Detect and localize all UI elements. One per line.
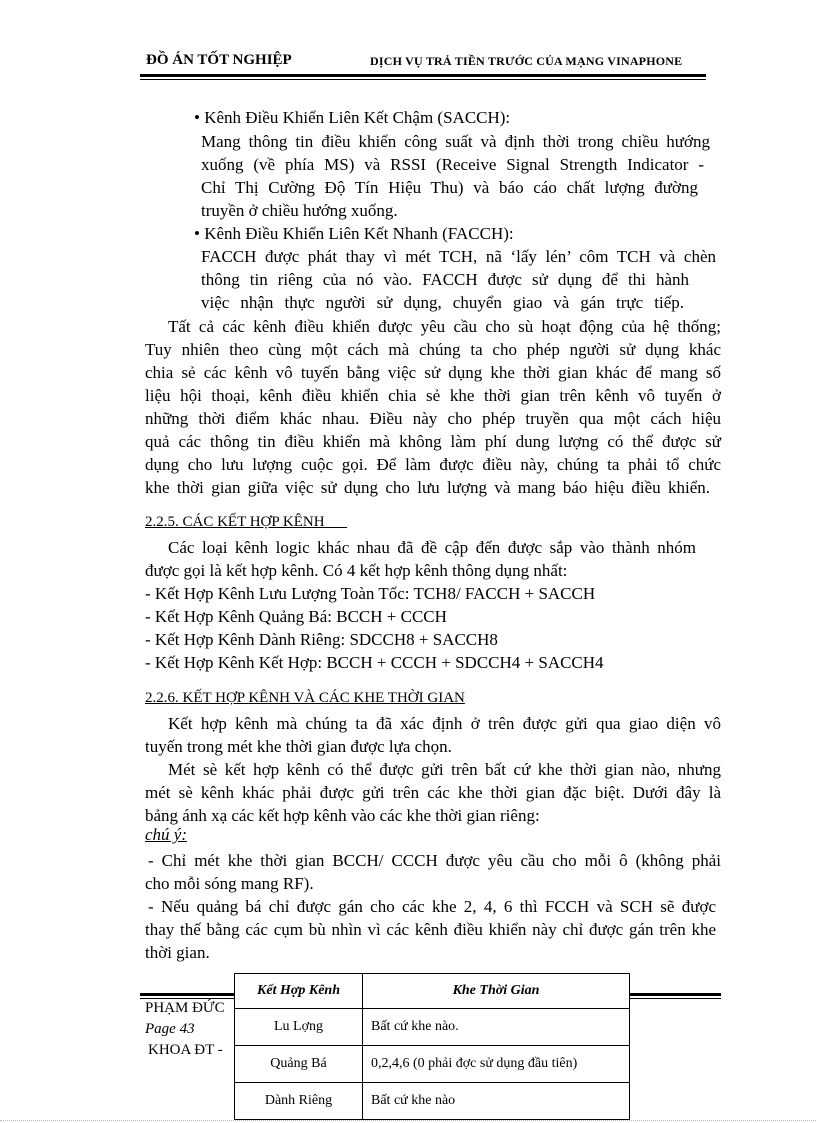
note-line: thay thế bằng các cụm bù nhìn vì các kênh điều khiển này chỉ được gán trên khe bbox=[145, 920, 716, 939]
bullet-facch-line: việc nhận thực người sử dụng, chuyển giao và gán trực tiếp. bbox=[201, 293, 684, 312]
bullet-sacch-line: truyền ở chiều hướng xuống. bbox=[201, 201, 398, 220]
header-rule-thin bbox=[140, 79, 706, 80]
section-para-line: tuyến trong mét khe thời gian được lựa chọn. bbox=[145, 737, 452, 756]
bullet-facch-line: thông tin riêng của nó vào. FACCH được sử dụng để thi hành bbox=[201, 270, 689, 289]
paragraph-line: dụng cho lưu lượng cuộc gọi. Để làm được điều này, chúng ta phải tổ chức bbox=[145, 455, 721, 474]
table-cell: Lu Lợng bbox=[235, 1009, 363, 1046]
paragraph-line: những thời điểm khác nhau. Điều này cho phép truyền qua một cách hiệu bbox=[145, 409, 721, 428]
footer-rule bbox=[630, 993, 721, 996]
paragraph-line: quả các thông tin điều khiển mà không làm phí dung lượng có thể được sử bbox=[145, 432, 721, 451]
table-header-cell: Khe Thời Gian bbox=[363, 974, 630, 1009]
paragraph-line: Tuy nhiên theo cùng một cách mà chúng ta cho phép người sử dụng khác bbox=[145, 340, 721, 359]
table-cell: 0,2,4,6 (0 phải đợc sử dụng đầu tiên) bbox=[363, 1046, 630, 1083]
section-para-line: mét sè kênh khác phải được gửi trên các khe thời gian đặc biệt. Dưới đây là bbox=[145, 783, 721, 802]
section-heading-2-2-5: 2.2.5. CÁC KẾT HỢP KÊNH bbox=[145, 514, 325, 530]
table-row bbox=[235, 1083, 630, 1120]
table-header-row bbox=[235, 974, 630, 1009]
section-intro-line: Các loại kênh logic khác nhau đã đề cập đến được sắp vào thành nhóm bbox=[168, 538, 696, 557]
list-item: - Kết Hợp Kênh Lưu Lượng Toàn Tốc: TCH8/ FACCH + SACCH bbox=[145, 584, 596, 603]
page-bottom-edge bbox=[0, 1120, 816, 1121]
table-header-cell: Kết Hợp Kênh bbox=[235, 974, 363, 1009]
footer-rule-thin bbox=[140, 998, 236, 999]
footer-department: KHOA ĐT - bbox=[148, 1042, 223, 1058]
list-item: - Kết Hợp Kênh Quảng Bá: BCCH + CCCH bbox=[145, 607, 447, 626]
header-title-right: DỊCH VỤ TRẢ TIỀN TRƯỚC CỦA MẠNG VINAPHONE bbox=[370, 54, 683, 68]
section-para-line: bảng ánh xạ các kết hợp kênh vào các khe thời gian riêng: bbox=[145, 806, 540, 825]
header-rule bbox=[140, 74, 706, 77]
bullet-facch-line: FACCH được phát thay vì mét TCH, nã ‘lấy lén’ côm TCH và chèn bbox=[201, 247, 716, 266]
paragraph-line: Tất cả các kênh điều khiển được yêu cầu cho sù hoạt động của hệ thống; bbox=[168, 317, 721, 336]
section-para-line: Kết hợp kênh mà chúng ta đã xác định ở trên được gửi qua giao diện vô bbox=[168, 714, 721, 733]
table-cell: Quảng Bá bbox=[235, 1046, 363, 1083]
footer-author: PHẠM ĐỨC bbox=[145, 1000, 225, 1016]
channel-timeslot-table bbox=[234, 973, 630, 1120]
note-line: - Nếu quảng bá chỉ được gán cho các khe 2, 4, 6 thì FCCH và SCH sẽ được bbox=[148, 897, 716, 916]
note-line: - Chỉ mét khe thời gian BCCH/ CCCH được yêu cầu cho mỗi ô (không phải bbox=[148, 851, 721, 870]
header-title-left: ĐỒ ÁN TỐT NGHIỆP bbox=[146, 52, 292, 68]
list-item: - Kết Hợp Kênh Dành Riêng: SDCCH8 + SACCH8 bbox=[145, 630, 498, 649]
footer-rule bbox=[140, 993, 236, 996]
section-para-line: Mét sè kết hợp kênh có thể được gửi trên bất cứ khe thời gian nào, nhưng bbox=[168, 760, 721, 779]
section-heading-2-2-6: 2.2.6. KẾT HỢP KÊNH VÀ CÁC KHE THỜI GIAN bbox=[145, 690, 465, 706]
bullet-sacch-title: • Kênh Điều Khiển Liên Kết Chậm (SACCH): bbox=[194, 108, 511, 127]
list-item: - Kết Hợp Kênh Kết Hợp: BCCH + CCCH + SDCCH4 + SACCH4 bbox=[145, 653, 604, 672]
bullet-sacch-line: Chỉ Thị Cường Độ Tín Hiệu Thu) và báo cáo chất lượng đường bbox=[201, 178, 698, 197]
table-cell: Bất cứ khe nào. bbox=[363, 1009, 630, 1046]
note-line: cho mỗi sóng mang RF). bbox=[145, 874, 314, 893]
table-cell: Dành Riêng bbox=[235, 1083, 363, 1120]
table-row bbox=[235, 1009, 630, 1046]
footer-page-number: Page 43 bbox=[145, 1021, 195, 1037]
note-line: thời gian. bbox=[145, 943, 210, 962]
paragraph-line: liệu hội thoại, kênh điều khiển chia sẻ khe thời gian trên kênh vô tuyến ở bbox=[145, 386, 721, 405]
bullet-sacch-line: Mang thông tin điều khiển công suất và định thời trong chiều hướng bbox=[201, 132, 710, 151]
paragraph-line: khe thời gian giữa việc sử dụng cho lưu lượng và mang báo hiệu điều khiển. bbox=[145, 478, 710, 497]
bullet-sacch-line: xuống (về phía MS) và RSSI (Receive Signal Strength Indicator - bbox=[201, 155, 704, 174]
footer-rule-thin bbox=[630, 998, 721, 999]
table-row bbox=[235, 1046, 630, 1083]
table-cell: Bất cứ khe nào bbox=[363, 1083, 630, 1120]
note-label: chú ý: bbox=[145, 825, 188, 844]
paragraph-line: chia sẻ các kênh vô tuyến bằng việc sử dụng khe thời gian khác để mang số bbox=[145, 363, 721, 382]
bullet-facch-title: • Kênh Điều Khiển Liên Kết Nhanh (FACCH): bbox=[194, 224, 514, 243]
section-intro-line: được gọi là kết hợp kênh. Có 4 kết hợp kênh thông dụng nhất: bbox=[145, 561, 568, 580]
